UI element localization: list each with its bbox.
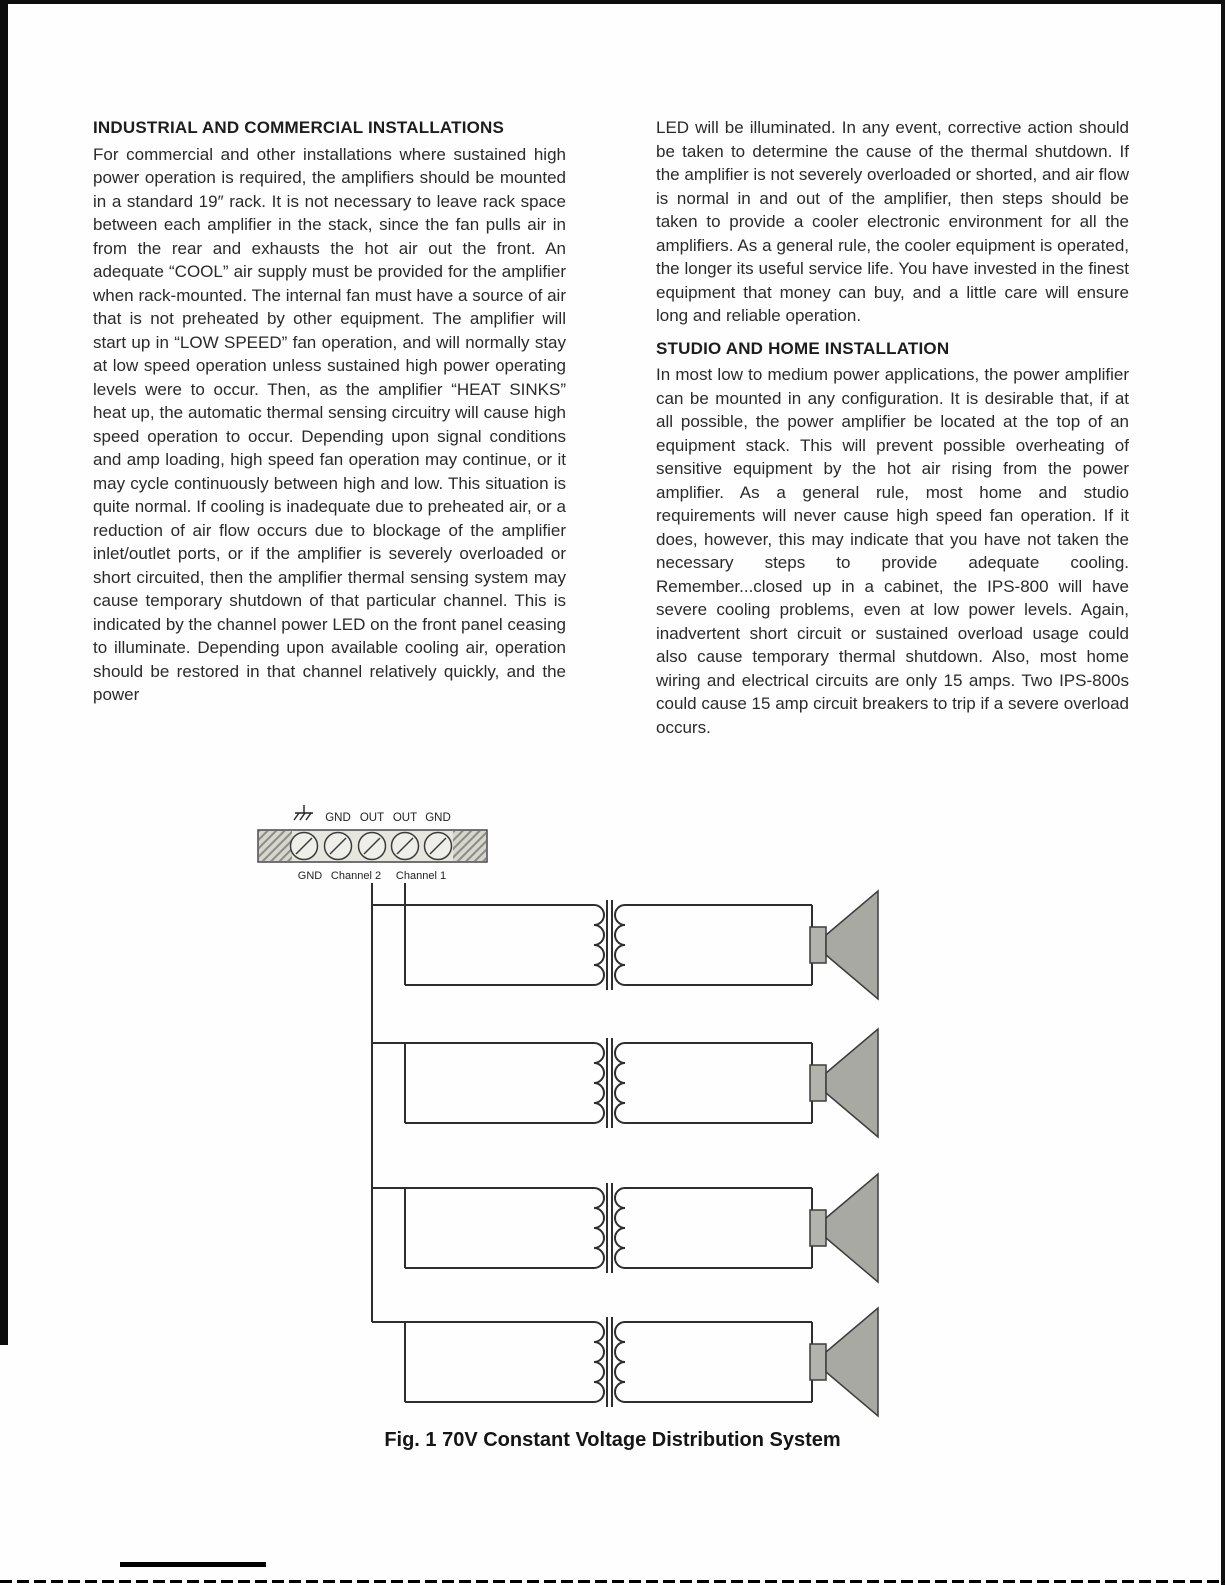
terminal-label-out-1: OUT — [359, 812, 385, 824]
section-heading-studio: STUDIO AND HOME INSTALLATION — [656, 338, 950, 358]
scan-edge-top — [0, 0, 1225, 4]
text-columns — [0, 0, 1225, 744]
figure-caption: Fig. 1 70V Constant Voltage Distribution System — [384, 1429, 841, 1451]
section-heading-industrial: INDUSTRIAL AND COMMERCIAL INSTALLATIONS — [93, 118, 505, 137]
terminal-label-channel-2: Channel 2 — [330, 870, 382, 882]
terminal-strip — [258, 805, 487, 882]
speaker-line-row-2 — [372, 1029, 878, 1137]
terminal-label-channel-1: Channel 1 — [395, 870, 447, 882]
chassis-ground-icon — [294, 805, 313, 820]
terminal-label-gnd-bottom: GND — [297, 870, 323, 882]
speaker-line-row-1 — [372, 891, 878, 999]
left-column — [93, 116, 566, 744]
strip-hatch-right — [453, 831, 486, 861]
screw-terminals — [291, 833, 452, 860]
bus-lines — [372, 883, 405, 1322]
speaker-line-row-4 — [372, 1308, 878, 1416]
scan-edge-bottom-dashed — [0, 1580, 1225, 1583]
strip-hatch-left — [259, 831, 292, 861]
terminal-label-gnd-1: GND — [325, 812, 351, 824]
distribution-diagram — [0, 800, 1225, 1422]
speaker-line-row-3 — [372, 1174, 878, 1282]
terminal-label-out-2: OUT — [392, 812, 418, 824]
right-column-paragraph-1: LED will be illuminated. In any event, corrective action should be taken to determine the cause of the thermal shutdown. If the amplifier is not severely overloaded or shorted, and air flow is normal in and out of the amplifier, then steps should be taken to provide a cooler electronic environment for all the amplifiers. As a general rule, the cooler equipment is operated, the longer its useful service life. You have invested in the finest equipment that money can buy, and a little care will ensure long and reliable operation. — [656, 118, 1129, 325]
figure-1 — [0, 800, 1225, 1452]
left-column-paragraph: For commercial and other installations where sustained high power operation is required, the amplifiers should be mounted in a standard 19″ rack. It is not necessary to leave rack space between each amplifier in the stack, since the fan pulls air in from the rear and exhausts the hot air out the front. An adequate “COOL” air supply must be provided for the amplifier when rack-mounted. The internal fan must have a source of air that is not preheated by other equipment. The amplifier will start up in “LOW SPEED” fan operation, and will normally stay at low speed operation unless sustained high power operating levels were to occur. Then, as the amplifier “HEAT SINKS” heat up, the automatic thermal sensing circuitry will cause high speed operation to occur. Depending upon signal conditions and amp loading, high speed fan operation may continue, or it may cycle continuously between high and low. This situation is quite normal. If cooling is inadequate due to preheated air, or a reduction of air flow occurs due to blockage of the amplifier inlet/outlet ports, or if the amplifier is severely overloaded or short circuited, then the amplifier thermal sensing system may cause temporary shutdown of that particular channel. This is indicated by the channel power LED on the front panel ceasing to illuminate. Depending upon available cooling air, operation should be restored in that channel relatively quickly, and the power — [93, 144, 566, 704]
right-column-paragraph-2: In most low to medium power applications, the power amplifier can be mounted in any configuration. It is desirable that, if at all possible, the power amplifier be located at the top of an equipment stack. This will prevent possible overheating of sensitive equipment by the hot air rising from the power amplifier. As a general rule, most home and studio requirements will never cause high speed fan operation. If it does, however, this may indicate that you have not taken the necessary steps to provide adequate cooling. Remember...closed up in a cabinet, the IPS-800 will have severe cooling problems, even at low power levels. Again, inadvertent short circuit or sustained overload usage could also cause temporary thermal shutdown. Also, most home wiring and electrical circuits are only 15 amps. Two IPS-800s could cause 15 amp circuit breakers to trip if a severe overload occurs. — [656, 365, 1129, 737]
right-column — [656, 116, 1129, 744]
terminal-label-gnd-2: GND — [425, 812, 451, 824]
scan-mark-bottom-left — [120, 1562, 266, 1567]
